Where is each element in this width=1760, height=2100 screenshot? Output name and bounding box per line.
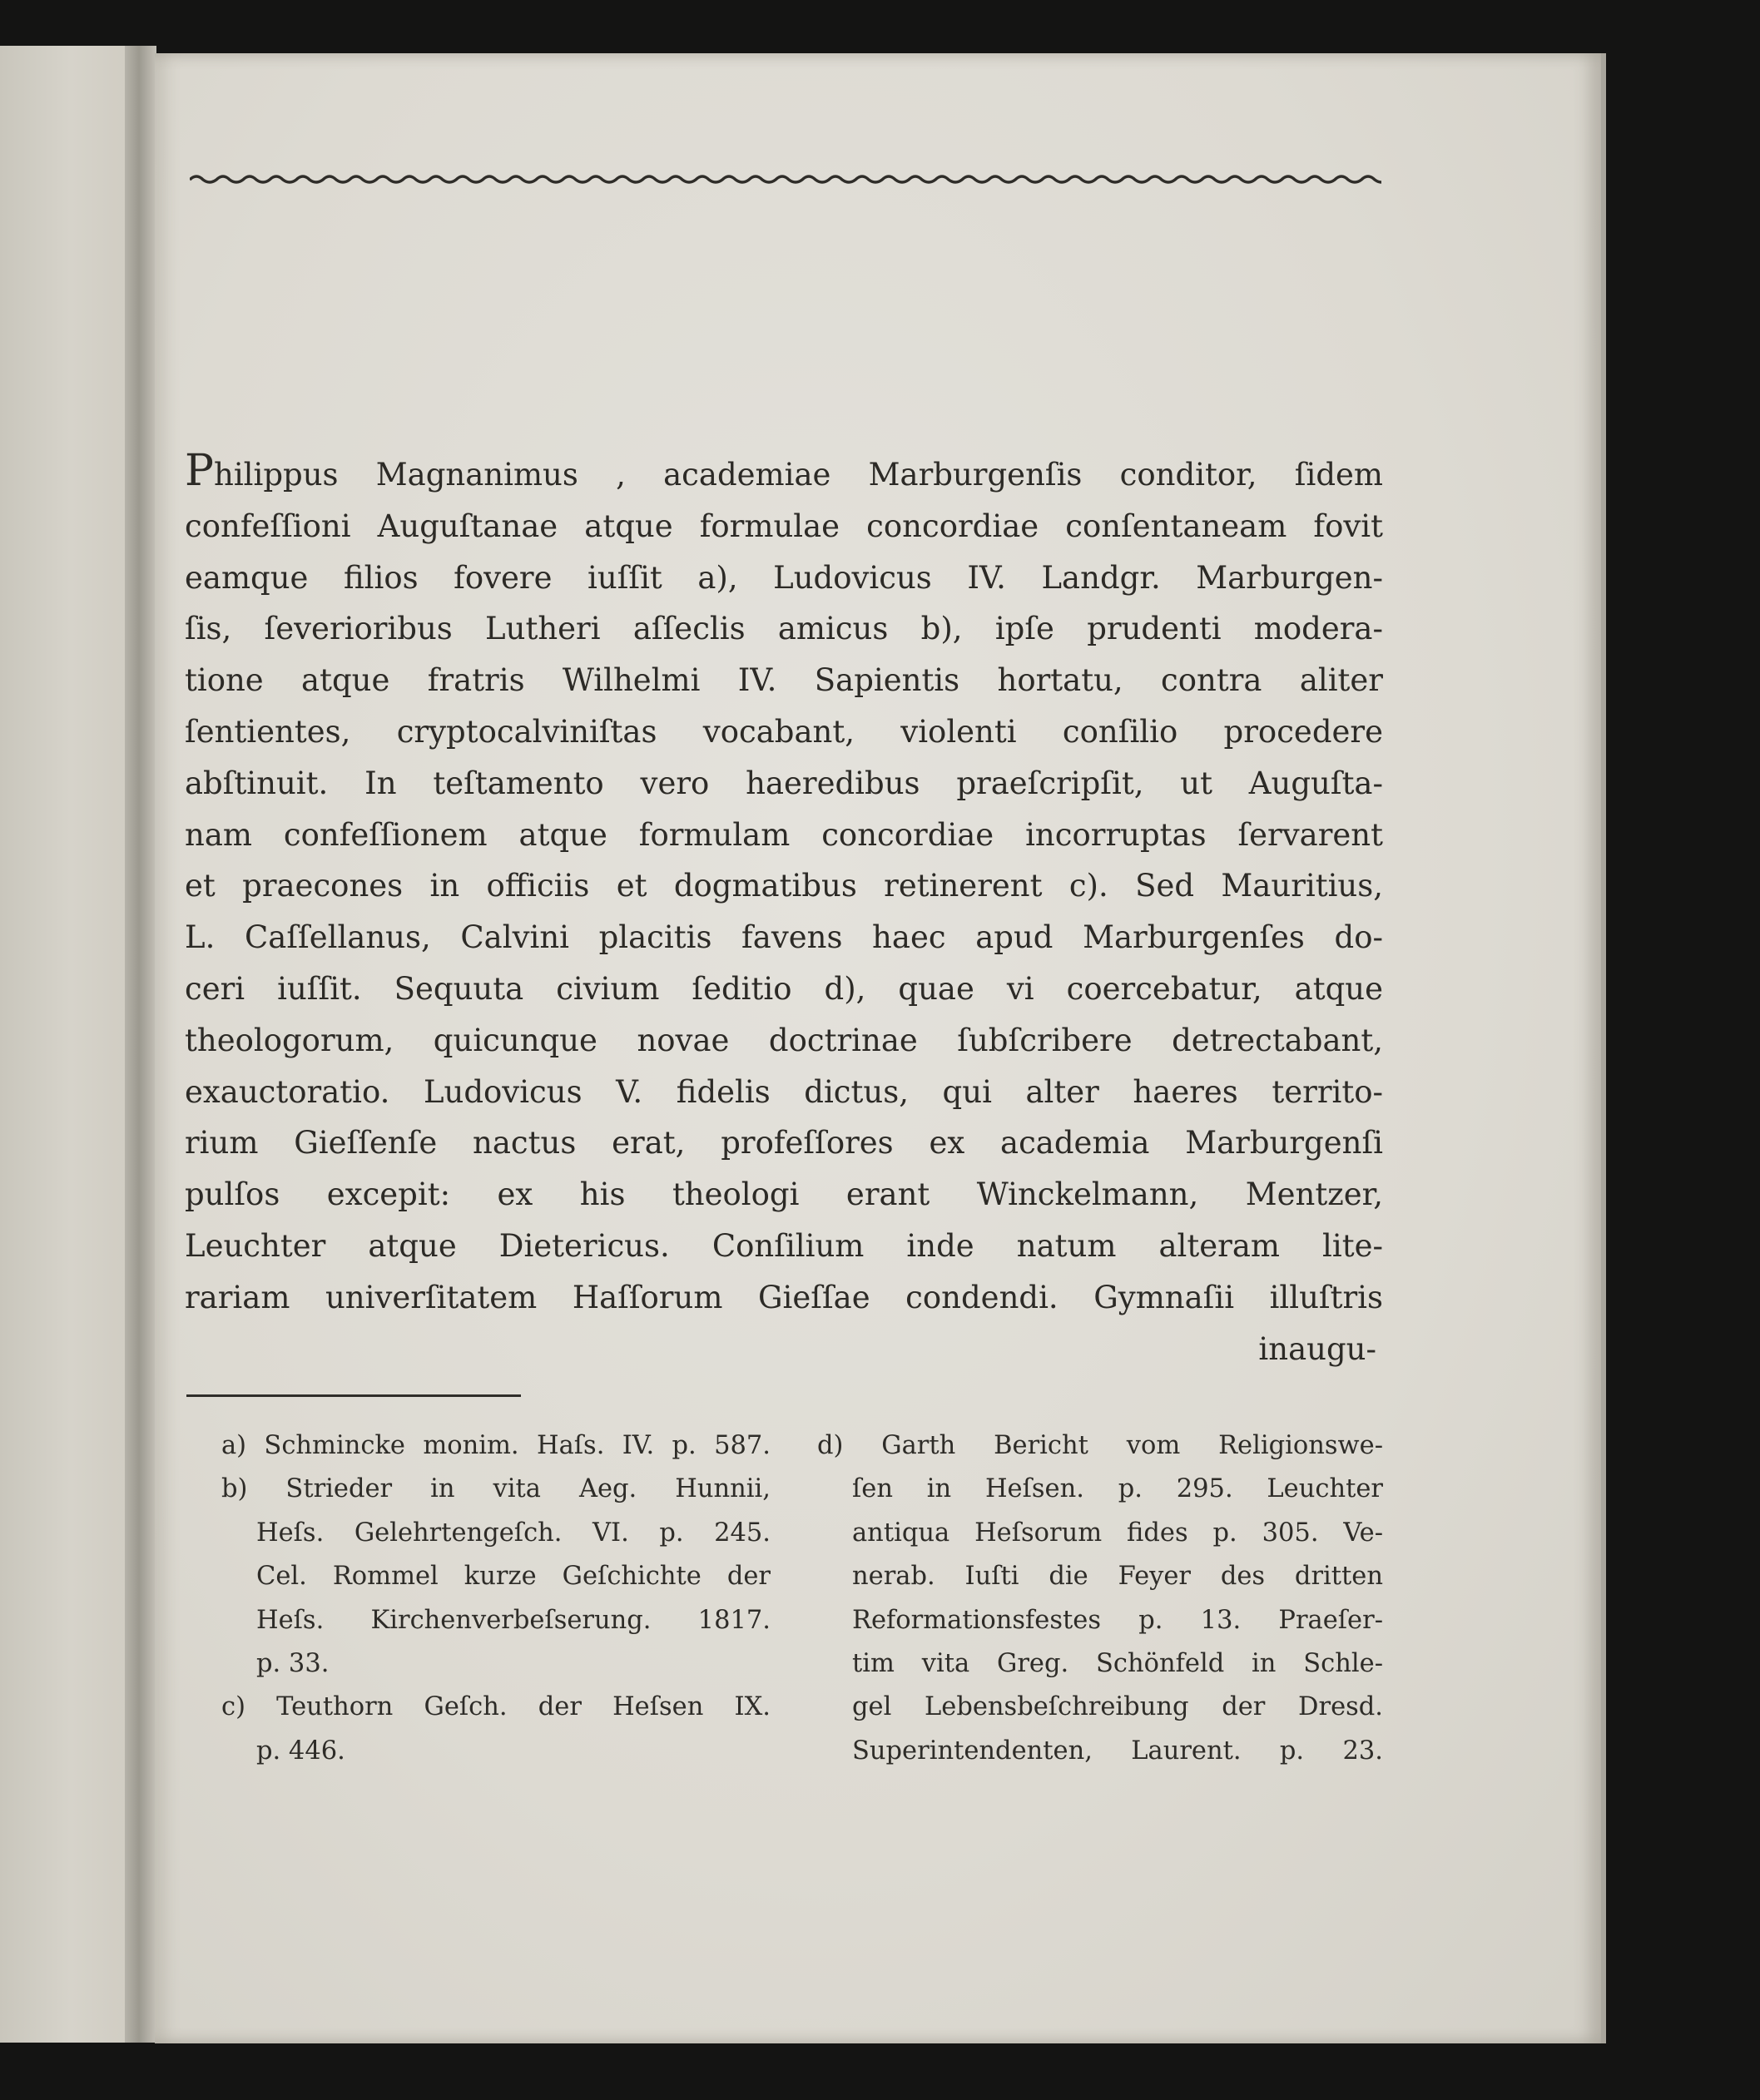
wavy-ornament-rule — [190, 168, 1381, 190]
footnote-line: a) Schmincke monim. Haſs. IV. p. 587. — [221, 1431, 771, 1460]
text-line: exauctoratio. Ludovicus V. fidelis dictus, qui alter haeres territo- — [185, 1073, 1383, 1110]
footnote-line: gel Lebensbeſchreibung der Dresd. — [852, 1692, 1383, 1722]
footnote-line: nerab. Iuſti die Feyer des dritten — [852, 1562, 1383, 1592]
text-line: ceri iuſſit. Sequuta civium ſeditio d), quae vi coercebatur, atque — [185, 970, 1383, 1007]
footnote-line: antiqua Heſsorum fides p. 305. Ve- — [852, 1518, 1383, 1548]
footnote-line: c) Teuthorn Geſch. der Heſsen IX. — [221, 1692, 771, 1722]
text-line: nam confeſſionem atque formulam concordiae incorruptas ſervarent — [185, 816, 1383, 853]
footnote-line: d) Garth Bericht vom Religionswe- — [817, 1431, 1383, 1460]
footnote-line: b) Strieder in vita Aeg. Hunnii, — [221, 1474, 771, 1504]
footnote-line: Superintendenten, Laurent. p. 23. — [852, 1736, 1383, 1766]
previous-page-edge — [0, 46, 143, 2043]
text-line: theologorum, quicunque novae doctrinae ſubſcribere detrectabant, — [185, 1022, 1383, 1058]
main-text-block — [185, 446, 1383, 1374]
text-line: et praecones in officiis et dogmatibus retinerent c). Sed Mauritius, — [185, 868, 1383, 904]
text-line: pulſos excepit: ex his theologi erant Winckelmann, Mentzer, — [185, 1176, 1383, 1213]
footnote-separator-rule — [186, 1394, 521, 1397]
footnote-line: p. 33. — [256, 1649, 330, 1679]
footnote-line: p. 446. — [256, 1736, 345, 1766]
text-line: ſentientes, cryptocalviniſtas vocabant, violenti conſilio procedere — [185, 713, 1383, 750]
text-line: Philippus Magnanimus , academiae Marburgenſis conditor, ſidem — [185, 446, 1383, 496]
footnote-line: Heſs. Gelehrtengeſch. VI. p. 245. — [256, 1518, 771, 1548]
footnote-line: Reformationsfestes p. 13. Praeſer- — [852, 1605, 1383, 1635]
text-line: abſtinuit. In teſtamento vero haeredibus praeſcripſit, ut Auguſta- — [185, 765, 1383, 801]
text-line: rariam univerſitatem Haſſorum Gieſſae condendi. Gymnaſii illuſtris — [185, 1279, 1383, 1315]
catchword: inaugu- — [1258, 1330, 1376, 1367]
book-page — [155, 53, 1606, 2043]
text-line: eamque filios fovere iuſſit a), Ludovicus IV. Landgr. Marburgen- — [185, 559, 1383, 596]
book-spine — [125, 46, 156, 2043]
footnote-line: tim vita Greg. Schönfeld in Schle- — [852, 1649, 1383, 1679]
footnotes-left-column — [221, 1424, 771, 1773]
footnote-line: Cel. Rommel kurze Geſchichte der — [256, 1562, 771, 1592]
text-line: rium Gieſſenſe nactus erat, profeſſores ex academia Marburgenſi — [185, 1125, 1383, 1161]
text-line: ſis, ſeverioribus Lutheri aſſeclis amicus b), ipſe prudenti modera- — [185, 611, 1383, 647]
text-line: tione atque fratris Wilhelmi IV. Sapientis hortatu, contra aliter — [185, 662, 1383, 699]
text-line: L. Caſſellanus, Calvini placitis favens haec apud Marburgenſes do- — [185, 919, 1383, 956]
text-line: confeſſioni Auguſtanae atque formulae concordiae conſentaneam fovit — [185, 508, 1383, 544]
footnote-line: ſen in Heſsen. p. 295. Leuchter — [852, 1474, 1383, 1504]
text-line: Leuchter atque Dietericus. Conſilium inde natum alteram lite- — [185, 1227, 1383, 1264]
footnote-line: Heſs. Kirchenverbeſserung. 1817. — [256, 1605, 771, 1635]
footnotes-right-column — [817, 1424, 1383, 1773]
